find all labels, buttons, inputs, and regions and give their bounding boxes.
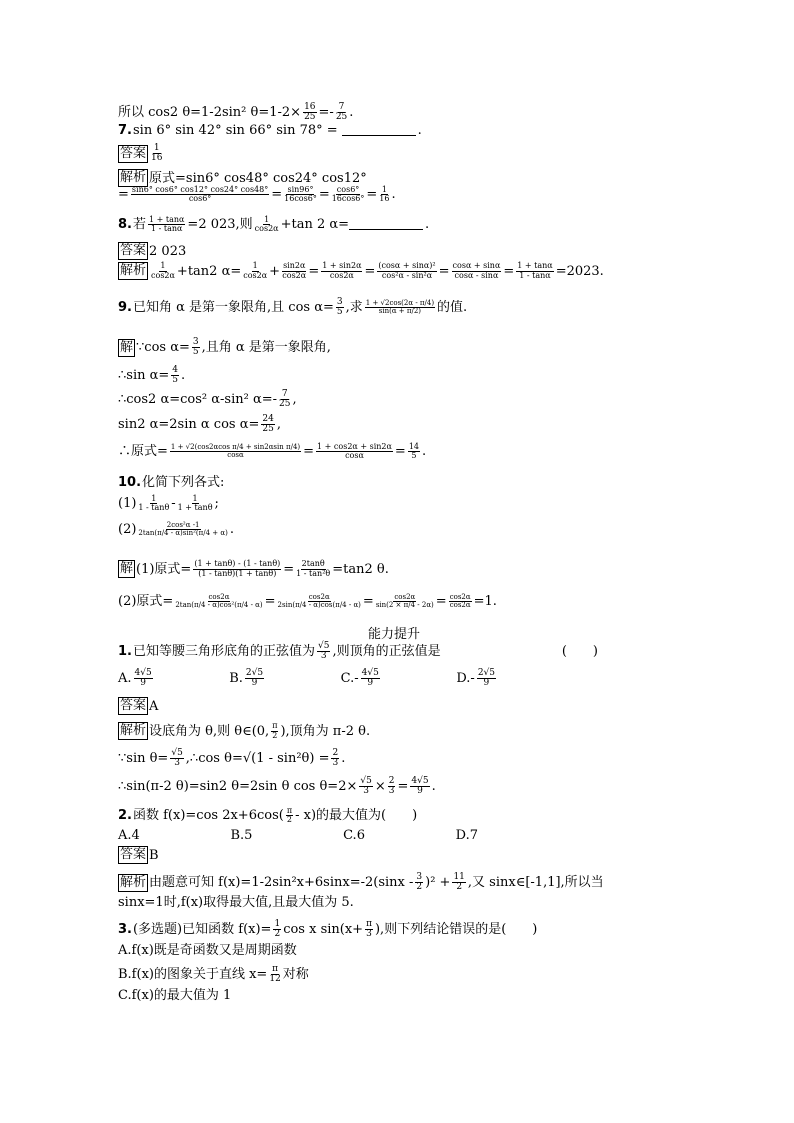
answer-line: 答案 $\frac{1}{16}$ (120, 143, 163, 164)
question-line: (1) $\frac{1}{1 - \tan\theta}$ - $\frac{1}{1 + \tan\theta}$ ; (118, 494, 219, 513)
option-c[interactable]: C.f(x)的最大值为 1 (118, 988, 232, 1003)
problem-2: 2. 函数 f(x)=cos 2x+6cos ( $\frac{\pi}{2}$ - x) 的最大值为( ) (118, 806, 418, 825)
solution-line: ∴cos2 α=cos² α-sin² α=- $\frac{7}{25}$ , (118, 389, 297, 410)
analysis-line: 解析 设底角为 θ,则 θ∈ (0, $\frac{\pi}{2}$ ) ,顶角为 π-2 θ. (120, 721, 371, 740)
solution-line: ∴原式= $\frac{\text{1 + √2(cos2αcos π/4 + sin2αsin π/4)}}{\cos\alpha}$ = $\frac{1 + \cos 2\alpha + \sin 2\alpha}{\cos\alpha}$ = $\frac{14}{5}$ . (118, 442, 427, 461)
section-title: 能力提升 (368, 627, 421, 642)
answer-blank[interactable] (349, 219, 423, 230)
question-10: 10. 化简下列各式: (118, 475, 225, 490)
option-a[interactable]: A.4 (118, 828, 140, 843)
option-a[interactable]: A.f(x)既是奇函数又是周期函数 (118, 943, 297, 958)
analysis-line: ∵sin θ= $\frac{√5}{3}$ ,∴cos θ= √(1 - sin²θ) = $\frac{2}{3}$ . (118, 748, 346, 769)
solution-line: 所以 cos2 θ=1-2sin² θ=1-2× $\frac{16}{25}$ =- $\frac{7}{25}$ . (118, 102, 354, 123)
answer-line: 答案 2 023 (120, 243, 187, 259)
option-d[interactable]: D.7 (455, 828, 478, 843)
question-line: (2) $\frac{\text{2cos²α -1}}{\text{2tan(π/4 - α)sin²(π/4 + α)}}$ . (118, 521, 234, 538)
options-row (118, 669, 498, 689)
analysis-line: 解析 由题意可知 f(x)=1-2sin²x+6sinx= -2(sinx - $\frac{3}{2}$ )² + $\frac{11}{2}$ ,又 sinx∈[-1,1],所以当 (120, 872, 604, 893)
option-c[interactable]: C. - $\frac{4√5}{9}$ (340, 668, 379, 689)
question-7: 7. sin 6° sin 42° sin 66° sin 78° = . (118, 123, 422, 138)
answer-line: 答案 B (120, 847, 159, 863)
analysis-line: = $\frac{\sin 6^\circ \cos 6^\circ \cos 12^\circ \cos 24^\circ \cos 48^\circ}{\cos 6^\circ}$ = $\frac{\sin 96^\circ}{16\cos 6^\circ}$ = $\frac{\cos 6^\circ}{16\cos 6^\circ}$ = $\frac{1}{16}$ . (118, 185, 396, 204)
analysis-line: ∴sin(π-2 θ)=sin2 θ=2sin θ cos θ=2× $\frac{√5}{3}$ × $\frac{2}{3}$ = $\frac{4√5}{9}$ . (118, 776, 436, 797)
option-b[interactable]: B. $\frac{2√5}{9}$ (229, 668, 264, 689)
analysis-line: 解析 $\frac{1}{\cos 2\alpha}$ +tan2 α= $\frac{1}{\cos 2\alpha}$ + $\frac{\sin 2\alpha}{\cos 2\alpha}$ = $\frac{1 + \sin 2\alpha}{\cos 2\alpha}$ = $\frac{\text{(cosα + sinα)²}}{\text{cos²α - sin²α}}$ = $\frac{\cos\alpha + \sin\alpha}{\cos\alpha - \sin\alpha}$ = $\frac{1 + \tan\alpha}{1 - \tan\alpha}$ =2023. (120, 261, 604, 280)
option-c[interactable]: C.6 (343, 828, 365, 843)
problem-3: 3. (多选题)已知函数 f(x)= $\frac{1}{2}$ cos x sin(x+ $\frac{\pi}{3}$ ),则下列结论错误的是( ) (118, 919, 538, 940)
analysis-line: 解析 原式=sin6° cos48° cos24° cos12° (120, 170, 367, 186)
solution-line: (2)原式= $\frac{\cos 2\alpha}{\text{2tan(π/4 - α)cos²(π/4 - α)}}$ = $\frac{\cos 2\alpha}{2\sin(\pi/4 - \alpha)\cos(\pi/4 - \alpha)}$ = $\frac{\cos 2\alpha}{\sin(2 \times \pi/4 - 2\alpha)}$ = $\frac{\cos 2\alpha}{\cos 2\alpha}$ =1. (118, 593, 497, 610)
solution-line: ∴sin α= $\frac{4}{5}$ . (118, 365, 186, 386)
option-b[interactable]: B.5 (230, 828, 253, 843)
answer-line: 答案 A (120, 698, 159, 714)
question-8: 8. 若 $\frac{1 + \tan\alpha}{1 - \tan\alpha}$ =2 023,则 $\frac{1}{\cos 2\alpha}$ +tan 2 α= . (118, 215, 430, 234)
option-b[interactable]: B.f(x)的图象关于直线 x= $\frac{\pi}{12}$ 对称 (118, 964, 309, 985)
problem-1: 1. 已知等腰三角形底角的正弦值为 $\frac{√5}{3}$ ,则顶角的正弦值是 ( ) (118, 641, 598, 662)
solution-line: sin2 α=2sin α cos α= $\frac{24}{25}$ , (118, 414, 281, 435)
question-9: 9. 已知角 α 是第一象限角,且 cos α= $\frac{3}{5}$ ,求 $\frac{1 + √2\cos(2\alpha - \pi/4)}{\sin(\alpha + \pi/2)}$ 的值. (118, 297, 468, 318)
option-d[interactable]: D. - $\frac{2√5}{9}$ (456, 668, 495, 689)
answer-blank[interactable] (342, 125, 416, 136)
analysis-line: sinx=1时,f(x)取得最大值,且最大值为 5. (118, 895, 354, 910)
solution-line: 解 ∵cos α= $\frac{3}{5}$ ,且角 α 是第一象限角, (120, 337, 331, 358)
option-a[interactable]: A. $\frac{4√5}{9}$ (118, 668, 152, 689)
options-row (118, 829, 478, 842)
solution-line: 解 (1)原式= $\frac{(1 + \tan\theta) - (1 - \tan\theta)}{(1 - \tan\theta)(1 + \tan\theta)}$ = $\frac{2\tan\theta}{\text{1 - tan²θ}}$ =tan2 θ. (120, 559, 389, 578)
